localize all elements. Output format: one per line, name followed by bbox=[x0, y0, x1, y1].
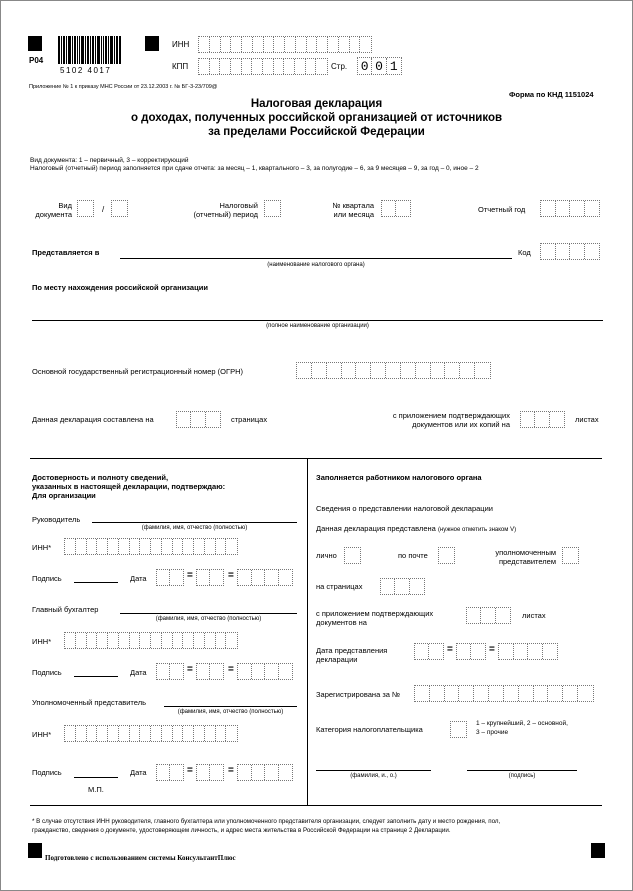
by-mail-label: по почте bbox=[398, 551, 428, 560]
by-rep-label-2: представителем bbox=[498, 557, 556, 566]
attach-label-2: документов или их копий на bbox=[412, 420, 510, 429]
representative-inn-cells[interactable] bbox=[64, 725, 238, 742]
category-hint-2: 3 – прочие bbox=[476, 729, 509, 736]
representative-date-year[interactable] bbox=[237, 764, 293, 781]
head-signature-label: Подпись bbox=[32, 574, 62, 583]
submission-date-label-2: декларации bbox=[316, 655, 358, 664]
head-fio-caption: (фамилия, имя, отчество (полностью) bbox=[141, 525, 248, 531]
representative-date-day[interactable] bbox=[156, 764, 184, 781]
org-name-line[interactable] bbox=[32, 320, 603, 321]
representative-fio-line[interactable] bbox=[164, 706, 297, 707]
doc-type-label-1: Вид bbox=[58, 201, 72, 210]
accountant-signature-label: Подпись bbox=[32, 668, 62, 677]
accountant-date-day[interactable] bbox=[156, 663, 184, 680]
submission-date-year[interactable] bbox=[498, 643, 558, 660]
by-mail-checkbox[interactable] bbox=[438, 547, 455, 564]
registered-label: Зарегистрирована за № bbox=[316, 690, 401, 699]
left-heading-3: Для организации bbox=[32, 491, 96, 500]
accountant-label: Главный бухгалтер bbox=[32, 605, 99, 614]
order-note: Приложение № 1 к приказу МНС России от 23.12.2003 г. № БГ-3-23/709@ bbox=[29, 84, 218, 90]
attach-label-1: с приложением подтверждающих bbox=[392, 411, 510, 420]
head-inn-label: ИНН* bbox=[32, 543, 52, 552]
form-code: Р04 bbox=[29, 56, 44, 65]
category-label: Категория налогоплательщика bbox=[316, 725, 423, 734]
accountant-date-label: Дата bbox=[130, 668, 147, 677]
accountant-signature-line[interactable] bbox=[74, 676, 118, 677]
page-digit: 0 bbox=[372, 58, 386, 74]
ogrn-cells[interactable] bbox=[296, 362, 491, 379]
page-number-cells bbox=[357, 57, 402, 75]
title-line-2: о доходах, полученных российской организацией от источников bbox=[130, 112, 503, 124]
quarter-label-2: или месяца bbox=[333, 210, 374, 219]
accountant-fio-line[interactable] bbox=[120, 613, 297, 614]
page-label: Стр. bbox=[331, 62, 348, 71]
tax-org-line[interactable] bbox=[120, 258, 512, 259]
head-inn-cells[interactable] bbox=[64, 538, 238, 555]
left-heading-1: Достоверность и полноту сведений, bbox=[32, 473, 169, 482]
registration-mark-bottom-left bbox=[28, 843, 42, 858]
attach-sheets-cells[interactable] bbox=[520, 411, 565, 428]
officer-fio-line[interactable] bbox=[316, 770, 431, 771]
kpp-cells[interactable] bbox=[198, 58, 328, 75]
knd-code: Форма по КНД 1151024 bbox=[509, 90, 594, 99]
period-label-1: Налоговый bbox=[219, 201, 258, 210]
footnote-line-1: * В случае отсутствия ИНН руководителя, главного бухгалтера или уполномоченного представителя организации, следует заполнить дату и место рождения, пол, bbox=[32, 818, 501, 825]
representative-signature-line[interactable] bbox=[74, 777, 118, 778]
inn-cells[interactable] bbox=[198, 36, 372, 53]
tax-org-code-cells[interactable] bbox=[540, 243, 600, 260]
code-label: Код bbox=[518, 248, 531, 257]
barcode bbox=[58, 36, 122, 64]
personally-checkbox[interactable] bbox=[344, 547, 361, 564]
registration-number-cells[interactable] bbox=[414, 685, 594, 702]
quarter-cells[interactable] bbox=[381, 200, 411, 217]
title-line-3: за пределами Российской Федерации bbox=[208, 126, 425, 138]
by-rep-label-1: уполномоченным bbox=[495, 548, 556, 557]
year-label: Отчетный год bbox=[478, 205, 526, 214]
column-divider bbox=[307, 458, 308, 805]
pages-label: страницах bbox=[231, 415, 268, 424]
head-date-month[interactable] bbox=[196, 569, 224, 586]
representative-label: Уполномоченный представитель bbox=[32, 698, 146, 707]
location-label: По месту нахождения российской организации bbox=[32, 283, 208, 292]
personally-label: лично bbox=[316, 551, 337, 560]
submitted-hint: (нужное отметить знаком V) bbox=[437, 527, 517, 533]
officer-signature-line[interactable] bbox=[467, 770, 577, 771]
representative-inn-label: ИНН* bbox=[32, 730, 52, 739]
year-cells[interactable] bbox=[540, 200, 600, 217]
barcode-number: 5102 4017 bbox=[60, 66, 112, 75]
right-sheets-label: листах bbox=[522, 611, 546, 620]
doc-type-slash: / bbox=[102, 205, 105, 214]
submitted-text: Данная декларация представлена bbox=[316, 524, 436, 533]
right-heading: Заполняется работником налогового органа bbox=[316, 473, 482, 482]
doc-type-note: Вид документа: 1 – первичный, 3 – корректирующий bbox=[30, 157, 189, 164]
doc-type-label-2: документа bbox=[35, 210, 72, 219]
representative-date-label: Дата bbox=[130, 768, 147, 777]
officer-fio-caption: (фамилия, и., о.) bbox=[350, 773, 397, 779]
ogrn-label: Основной государственный регистрационный номер (ОГРН) bbox=[32, 367, 243, 376]
by-rep-checkbox[interactable] bbox=[562, 547, 579, 564]
registration-mark-top-middle bbox=[145, 36, 159, 51]
submission-info-label: Сведения о представлении налоговой декларации bbox=[316, 504, 493, 513]
quarter-label-1: № квартала bbox=[332, 201, 374, 210]
head-fio-line[interactable] bbox=[92, 522, 297, 523]
org-name-caption: (полное наименование организации) bbox=[266, 323, 369, 329]
title-line-1: Налоговая декларация bbox=[250, 98, 383, 110]
stamp-place: М.П. bbox=[88, 785, 104, 794]
head-label: Руководитель bbox=[32, 515, 81, 524]
submitted-label bbox=[316, 524, 516, 533]
on-pages-cells[interactable] bbox=[380, 578, 425, 595]
correction-number-cell[interactable] bbox=[111, 200, 128, 217]
sheets-label: листах bbox=[575, 415, 599, 424]
submission-date-month[interactable] bbox=[456, 643, 486, 660]
registration-mark-top-left bbox=[28, 36, 42, 51]
section-divider bbox=[30, 458, 602, 459]
right-attach-cells[interactable] bbox=[466, 607, 511, 624]
submitted-to-label: Представляется в bbox=[32, 248, 100, 257]
period-note: Налоговый (отчетный) период заполняется при сдаче отчета: за месяц – 1, квартального – 3, за полугодие – 6, за 9 месяцев – 9, за год – 0, иное – 2 bbox=[30, 165, 479, 172]
period-cell[interactable] bbox=[264, 200, 281, 217]
doc-type-cell[interactable] bbox=[77, 200, 94, 217]
on-pages-label: на страницах bbox=[316, 582, 363, 591]
left-heading-2: указанных в настоящей декларации, подтверждаю: bbox=[32, 482, 226, 491]
head-date-year[interactable] bbox=[237, 569, 293, 586]
accountant-fio-caption: (фамилия, имя, отчество (полностью) bbox=[155, 616, 262, 622]
submission-date-day[interactable] bbox=[414, 643, 444, 660]
registration-mark-bottom-right bbox=[591, 843, 605, 858]
representative-date-month[interactable] bbox=[196, 764, 224, 781]
category-cell[interactable] bbox=[450, 721, 467, 738]
prepared-by: Подготовлено с использованием системы КонсультантПлюс bbox=[45, 854, 236, 862]
head-date-label: Дата bbox=[130, 574, 147, 583]
category-hint-1: 1 – крупнейший, 2 – основной, bbox=[476, 720, 568, 727]
page-digit: 0 bbox=[358, 58, 372, 74]
accountant-inn-label: ИНН* bbox=[32, 637, 52, 646]
page-digit: 1 bbox=[389, 58, 398, 74]
accountant-date-year[interactable] bbox=[237, 663, 293, 680]
bottom-divider bbox=[30, 805, 602, 806]
footnote-line-2: гражданство, сведения о документе, удостоверяющем личность, и адрес места жительства в Российской Федерации на странице 2 Декларации. bbox=[32, 827, 451, 834]
representative-fio-caption: (фамилия, имя, отчество (полностью) bbox=[177, 709, 284, 715]
period-label-2: (отчетный) период bbox=[193, 210, 258, 219]
accountant-date-month[interactable] bbox=[196, 663, 224, 680]
kpp-label: КПП bbox=[172, 62, 189, 71]
right-attach-label-2: документов на bbox=[316, 618, 367, 627]
submission-date-label-1: Дата представления bbox=[316, 646, 388, 655]
right-attach-label-1: с приложением подтверждающих bbox=[316, 609, 434, 618]
inn-label: ИНН bbox=[172, 40, 190, 49]
officer-signature-caption: (подпись) bbox=[508, 773, 536, 779]
composed-on-label: Данная декларация составлена на bbox=[32, 415, 154, 424]
tax-org-caption: (наименование налогового органа) bbox=[267, 262, 365, 268]
pages-count-cells[interactable] bbox=[176, 411, 221, 428]
representative-signature-label: Подпись bbox=[32, 768, 62, 777]
head-date-day[interactable] bbox=[156, 569, 184, 586]
head-signature-line[interactable] bbox=[74, 582, 118, 583]
accountant-inn-cells[interactable] bbox=[64, 632, 238, 649]
